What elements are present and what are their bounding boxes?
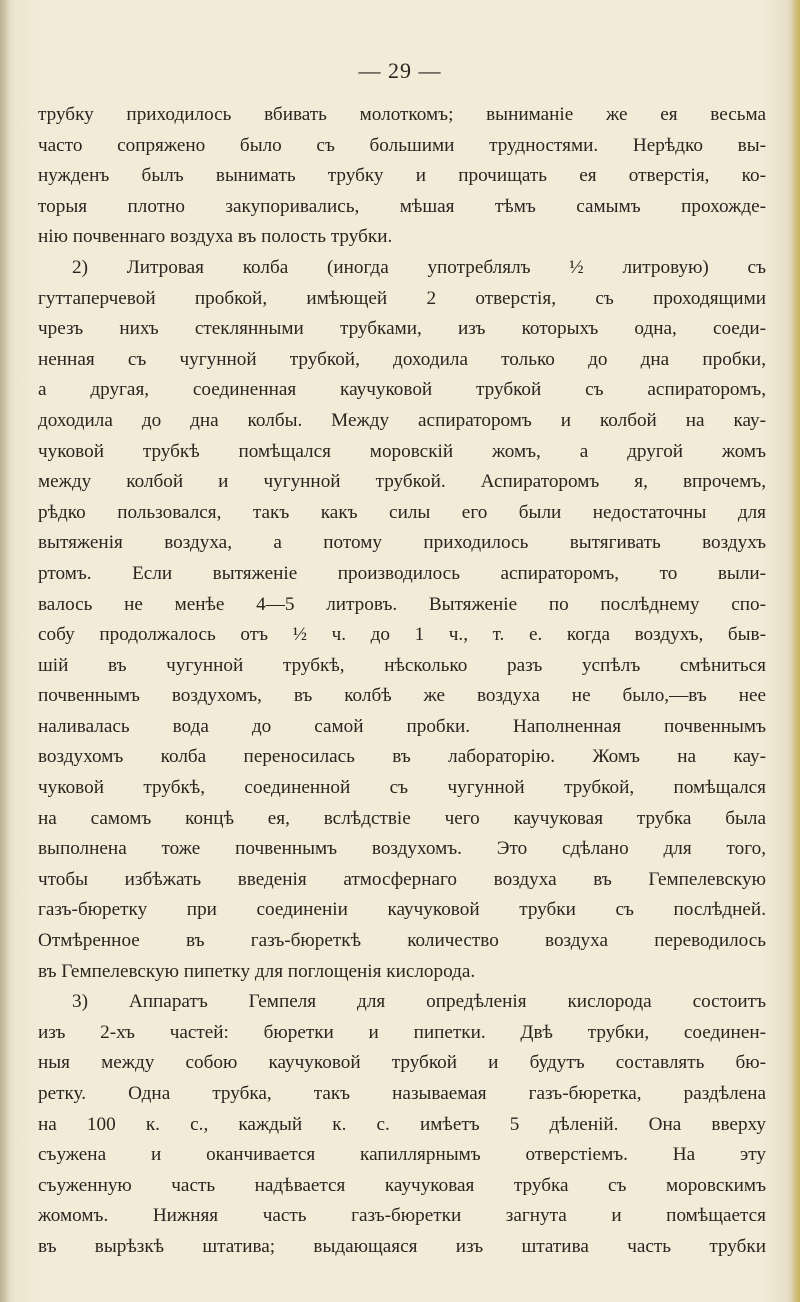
text-line: чтобы избѣжать введенія атмосфернаго воздуха въ Гемпелевскую bbox=[38, 868, 766, 890]
body-text bbox=[38, 100, 766, 1263]
text-line: 2) Литровая колба (иногда употреблялъ ½ литровую) съ bbox=[72, 256, 766, 278]
text-line: ртомъ. Если вытяженіе производилось аспираторомъ, то выли- bbox=[38, 562, 766, 584]
text-line: въ вырѣзкѣ штатива; выдающаяся изъ штатива часть трубки bbox=[38, 1235, 766, 1257]
text-line: съужена и оканчивается капиллярнымъ отверстіемъ. На эту bbox=[38, 1144, 766, 1166]
text-line: ненная съ чугунной трубкой, доходила только до дна пробки, bbox=[38, 348, 766, 370]
page-number: — 29 — bbox=[358, 58, 442, 83]
text-line: Отмѣренное въ газъ-бюреткѣ количество воздуха переводилось bbox=[38, 930, 766, 952]
text-line: торыя плотно закупоривались, мѣшая тѣмъ самымъ прохожде- bbox=[38, 195, 766, 217]
text-line: доходила до дна колбы. Между аспираторомъ и колбой на кау- bbox=[38, 409, 766, 431]
text-line: чуковой трубкѣ помѣщался моровскій жомъ, а другой жомъ bbox=[38, 440, 766, 462]
text-line: въ Гемпелевскую пипетку для поглощенія кислорода. bbox=[38, 960, 476, 982]
text-line: вытяженія воздуха, а потому приходилось вытягивать воздухъ bbox=[38, 532, 766, 554]
text-line: почвеннымъ воздухомъ, въ колбѣ же воздуха не было,—въ нее bbox=[38, 685, 766, 707]
page-right-edge bbox=[790, 0, 800, 1302]
text-line: чрезъ нихъ стеклянными трубками, изъ которыхъ одна, соеди- bbox=[38, 318, 766, 340]
text-line: шій въ чугунной трубкѣ, нѣсколько разъ успѣлъ смѣниться bbox=[38, 654, 766, 676]
page-left-edge bbox=[0, 0, 10, 1302]
text-line: на самомъ концѣ ея, вслѣдствіе чего каучуковая трубка была bbox=[38, 807, 766, 829]
text-line: ныя между собою каучуковой трубкой и будутъ составлять бю- bbox=[38, 1052, 766, 1074]
text-line: а другая, соединенная каучуковой трубкой съ аспираторомъ, bbox=[38, 379, 766, 401]
text-line: часто сопряжено было съ большими трудностями. Нерѣдко вы- bbox=[38, 134, 766, 156]
text-line: трубку приходилось вбивать молоткомъ; выниманіе же ея весьма bbox=[38, 104, 766, 125]
text-line: газъ-бюретку при соединеніи каучуковой трубки съ послѣдней. bbox=[38, 899, 766, 921]
text-line: изъ 2-хъ частей: бюретки и пипетки. Двѣ трубки, соединен- bbox=[38, 1021, 766, 1043]
text-line: собу продолжалось отъ ½ ч. до 1 ч., т. е. когда воздухъ, быв- bbox=[38, 624, 766, 646]
text-line: валось не менѣе 4—5 литровъ. Вытяженіе по послѣднему спо- bbox=[38, 593, 766, 615]
text-line: нужденъ былъ вынимать трубку и прочищать ея отверстія, ко- bbox=[38, 165, 766, 187]
text-line: ретку. Одна трубка, такъ называемая газъ-бюретка, раздѣлена bbox=[38, 1083, 766, 1104]
text-line: 3) Аппаратъ Гемпеля для опредѣленія кислорода состоитъ bbox=[72, 991, 766, 1013]
text-line: гуттаперчевой пробкой, имѣющей 2 отверстія, съ проходящими bbox=[38, 287, 766, 309]
text-line: выполнена тоже почвеннымъ воздухомъ. Это сдѣлано для того, bbox=[38, 838, 766, 860]
text-line: чуковой трубкѣ, соединенной съ чугунной трубкой, помѣщался bbox=[38, 777, 766, 799]
text-line: нію почвеннаго воздуха въ полость трубки. bbox=[38, 226, 393, 248]
text-line: наливалась вода до самой пробки. Наполненная почвеннымъ bbox=[38, 715, 766, 737]
text-line: между колбой и чугунной трубкой. Аспираторомъ я, впрочемъ, bbox=[38, 471, 766, 493]
text-line: воздухомъ колба переносилась въ лабораторію. Жомъ на кау- bbox=[38, 746, 766, 768]
text-line: рѣдко пользовался, такъ какъ силы его были недостаточны для bbox=[38, 501, 766, 523]
text-line: жомомъ. Нижняя часть газъ-бюретки загнута и помѣщается bbox=[38, 1205, 766, 1227]
text-line: съуженную часть надѣвается каучуковая трубка съ моровскимъ bbox=[38, 1174, 766, 1196]
text-line: на 100 к. с., каждый к. с. имѣетъ 5 дѣленій. Она вверху bbox=[38, 1113, 766, 1135]
